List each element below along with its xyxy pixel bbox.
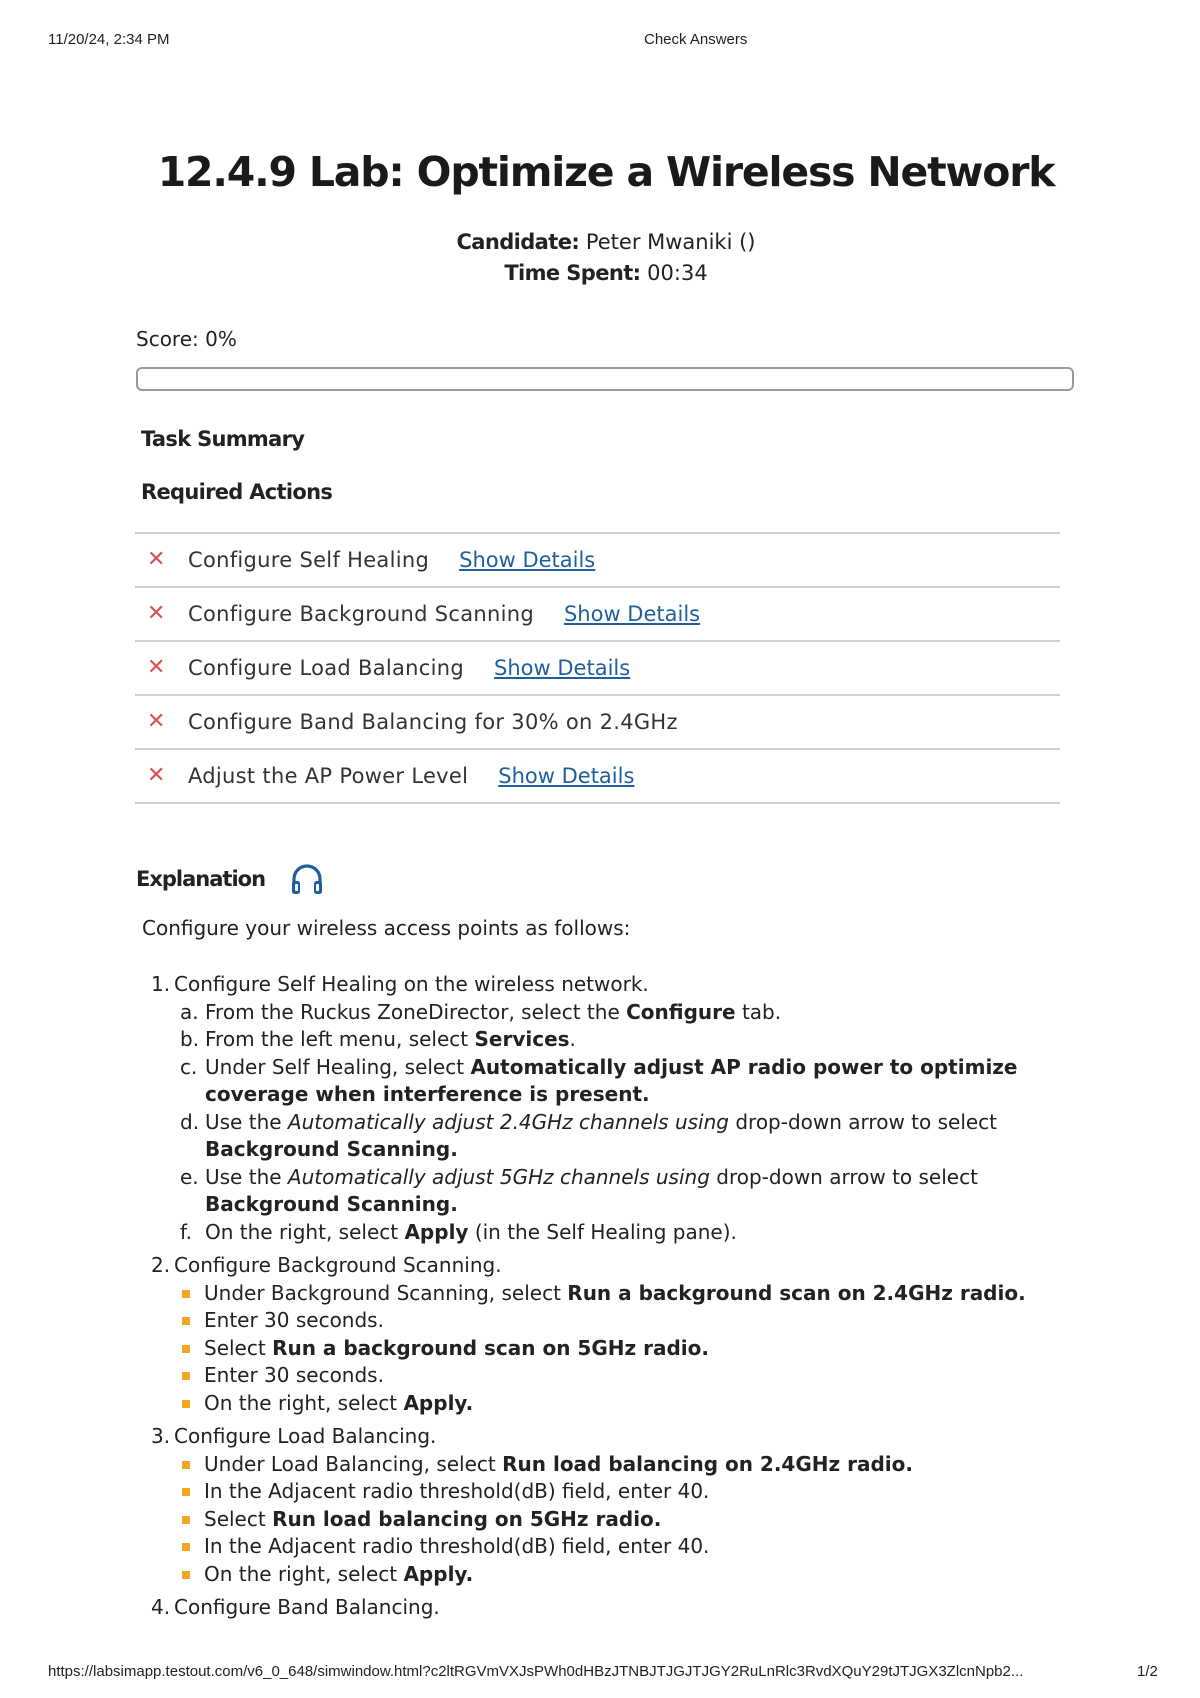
substep-text xyxy=(205,1164,1071,1219)
instruction-text-segment: Apply. xyxy=(403,1390,474,1415)
substep-letter: d. xyxy=(180,1109,200,1134)
time-spent-value: 00:34 xyxy=(647,261,708,285)
instruction-text-segment: Select xyxy=(204,1335,273,1360)
instruction-text-segment: tab. xyxy=(735,999,782,1024)
instruction-text-segment: . xyxy=(569,1027,576,1051)
instruction-text-segment: Run load balancing on 2.4GHz radio. xyxy=(502,1451,913,1476)
instruction-text-segment: Automatically adjust AP radio power to optimize coverage when interference is present. xyxy=(205,1054,1018,1106)
step-number: 1. xyxy=(151,972,171,996)
instruction-text-segment: Run a background scan on 5GHz radio. xyxy=(272,1335,709,1360)
step-number: 3. xyxy=(151,1424,171,1448)
step-bullet-item xyxy=(182,1362,1071,1390)
bullet-square-icon xyxy=(182,1488,190,1496)
print-page-number: 1/2 xyxy=(1137,1663,1158,1680)
instruction-text-segment: Background Scanning. xyxy=(205,1137,458,1161)
required-action-row xyxy=(135,750,1060,804)
step-bullet-item xyxy=(182,1451,1071,1479)
bullet-square-icon xyxy=(182,1290,190,1298)
instruction-text-segment: Configure xyxy=(626,999,736,1024)
instruction-text-segment: Background Scanning. xyxy=(205,1192,458,1216)
step-bullet-item xyxy=(182,1307,1071,1335)
substep-text xyxy=(204,1506,661,1534)
candidate-value: Peter Mwaniki () xyxy=(585,230,756,254)
step-bullet-item xyxy=(182,1280,1071,1308)
x-mark-icon: ✕ xyxy=(147,601,166,626)
x-mark-icon: ✕ xyxy=(147,763,166,788)
instruction-text-segment: Apply xyxy=(404,1219,469,1244)
bullet-square-icon xyxy=(182,1400,190,1408)
explanation-steps xyxy=(151,971,1071,1622)
instruction-text-segment: Under Background Scanning, select xyxy=(204,1280,568,1305)
substep-letter: a. xyxy=(180,999,199,1024)
step-bullet-item xyxy=(182,1390,1071,1418)
instruction-text-segment: Under Self Healing, select xyxy=(205,1054,471,1079)
x-mark-icon: ✕ xyxy=(147,547,166,572)
step-substep xyxy=(180,1164,1071,1219)
show-details-link[interactable]: Show Details xyxy=(459,548,596,572)
instruction-text-segment: Apply. xyxy=(403,1561,474,1586)
substep-text xyxy=(204,1451,913,1479)
instruction-text-segment: Use the xyxy=(205,1109,288,1134)
step-substep xyxy=(180,1054,1071,1109)
instruction-text-segment: Automatically adjust 5GHz channels using xyxy=(287,1164,710,1189)
required-action-label: Configure Background Scanning xyxy=(188,602,534,626)
required-action-label: Configure Self Healing xyxy=(188,548,430,572)
required-action-row xyxy=(135,588,1060,642)
show-details-link[interactable]: Show Details xyxy=(494,656,631,680)
instruction-text-segment: On the right, select xyxy=(204,1390,404,1415)
substep-letter: e. xyxy=(180,1164,199,1189)
substep-text xyxy=(205,1054,1071,1109)
substep-letter: c. xyxy=(180,1054,198,1079)
instruction-text-segment: Enter 30 seconds. xyxy=(204,1363,384,1387)
bullet-square-icon xyxy=(182,1372,190,1380)
substep-text xyxy=(204,1307,384,1335)
step-text: Configure Load Balancing. xyxy=(174,1424,437,1448)
candidate-label: Candidate: xyxy=(456,230,580,254)
instruction-text-segment: In the Adjacent radio threshold(dB) field, enter 40. xyxy=(204,1534,710,1558)
step-text: Configure Band Balancing. xyxy=(174,1595,440,1619)
substep-letter: b. xyxy=(180,1027,200,1051)
required-actions-heading: Required Actions xyxy=(141,480,333,504)
show-details-link[interactable]: Show Details xyxy=(563,602,701,626)
instruction-text-segment: Under Load Balancing, select xyxy=(204,1451,503,1476)
instruction-text-segment: Select xyxy=(204,1506,273,1531)
print-url: https://labsimapp.testout.com/v6_0_648/simwindow.html?c2ltRGVmVXJsPWh0dHBzJTNBJTJGJTJGY2RuLnRlc3RvdXQuY29tJTJGX3ZlcnNpb2... xyxy=(48,1663,1024,1680)
instruction-text-segment: In the Adjacent radio threshold(dB) field, enter 40. xyxy=(204,1479,710,1503)
explanation-step xyxy=(151,1594,1071,1622)
bullet-square-icon xyxy=(182,1461,190,1469)
substep-text xyxy=(205,1219,737,1247)
required-action-row xyxy=(135,696,1060,750)
step-number: 4. xyxy=(151,1595,171,1619)
required-action-row xyxy=(135,642,1060,696)
substep-text xyxy=(204,1362,384,1390)
required-action-label: Adjust the AP Power Level xyxy=(188,764,469,788)
instruction-text-segment: Enter 30 seconds. xyxy=(204,1308,384,1332)
instruction-text-segment: drop-down arrow to select xyxy=(728,1109,998,1134)
explanation-heading: Explanation xyxy=(136,867,266,891)
substep-text xyxy=(205,999,781,1027)
time-spent-line xyxy=(0,261,1200,285)
step-bullet-item xyxy=(182,1335,1071,1363)
x-mark-icon: ✕ xyxy=(147,655,166,680)
instruction-text-segment: Services xyxy=(474,1027,570,1051)
required-action-row xyxy=(135,534,1060,588)
substep-text xyxy=(204,1335,709,1363)
substep-text xyxy=(204,1561,473,1589)
explanation-header xyxy=(136,862,325,896)
step-number: 2. xyxy=(151,1253,171,1277)
required-actions-list xyxy=(135,532,1060,804)
required-action-label: Configure Load Balancing xyxy=(188,656,465,680)
step-substep xyxy=(180,1026,1071,1054)
step-bullet-item xyxy=(182,1533,1071,1561)
substep-text xyxy=(205,1026,576,1054)
instruction-text-segment: Run a background scan on 2.4GHz radio. xyxy=(567,1280,1026,1305)
instruction-text-segment: (in the Self Healing pane). xyxy=(468,1219,737,1244)
substep-text xyxy=(204,1280,1026,1308)
substep-text xyxy=(204,1478,709,1506)
print-date: 11/20/24, 2:34 PM xyxy=(48,31,170,48)
step-bullet-item xyxy=(182,1506,1071,1534)
x-mark-icon: ✕ xyxy=(147,709,166,734)
score-progress-bar xyxy=(136,367,1074,391)
instruction-text-segment: On the right, select xyxy=(204,1561,404,1586)
substep-text xyxy=(204,1533,709,1561)
instruction-text-segment: Run load balancing on 5GHz radio. xyxy=(272,1506,662,1531)
explanation-step xyxy=(151,1423,1071,1451)
step-substep xyxy=(180,1109,1071,1164)
headset-icon[interactable] xyxy=(289,862,325,896)
explanation-step xyxy=(151,971,1071,999)
bullet-square-icon xyxy=(182,1543,190,1551)
print-page-title: Check Answers xyxy=(644,31,748,48)
substep-text xyxy=(205,1109,1071,1164)
step-text: Configure Background Scanning. xyxy=(174,1253,502,1277)
page-title: 12.4.9 Lab: Optimize a Wireless Network xyxy=(157,148,1055,196)
bullet-square-icon xyxy=(182,1317,190,1325)
instruction-text-segment: From the left menu, select xyxy=(205,1027,475,1051)
explanation-intro: Configure your wireless access points as follows: xyxy=(142,916,631,940)
bullet-square-icon xyxy=(182,1345,190,1353)
show-details-link[interactable]: Show Details xyxy=(498,764,635,788)
instruction-text-segment: Use the xyxy=(205,1164,288,1189)
step-text: Configure Self Healing on the wireless network. xyxy=(174,972,649,996)
instruction-text-segment: On the right, select xyxy=(205,1219,405,1244)
score-label: Score: 0% xyxy=(136,327,237,351)
substep-letter: f. xyxy=(180,1219,192,1244)
instruction-text-segment: drop-down arrow to select xyxy=(709,1164,978,1189)
bullet-square-icon xyxy=(182,1516,190,1524)
step-bullet-item xyxy=(182,1478,1071,1506)
candidate-line xyxy=(0,230,1200,254)
substep-text xyxy=(204,1390,473,1418)
required-action-label: Configure Band Balancing for 30% on 2.4GHz xyxy=(188,710,678,734)
bullet-square-icon xyxy=(182,1571,190,1579)
time-spent-label: Time Spent: xyxy=(504,261,641,285)
task-summary-heading: Task Summary xyxy=(141,427,305,451)
instruction-text-segment: From the Ruckus ZoneDirector, select the xyxy=(205,999,627,1024)
explanation-step xyxy=(151,1252,1071,1280)
step-substep xyxy=(180,999,1071,1027)
instruction-text-segment: Automatically adjust 2.4GHz channels using xyxy=(287,1109,729,1134)
step-bullet-item xyxy=(182,1561,1071,1589)
step-substep xyxy=(180,1219,1071,1247)
